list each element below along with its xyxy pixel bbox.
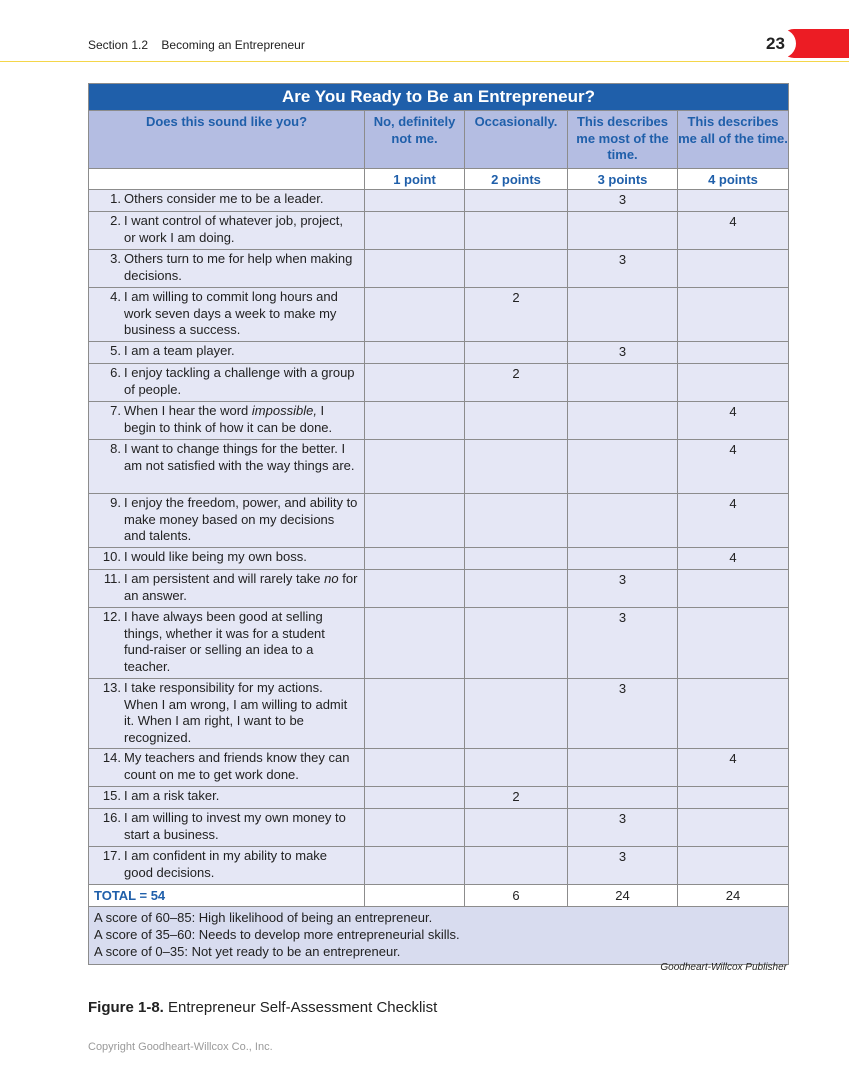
statement-part: I want control of whatever job, project, or work I am doing.: [124, 213, 343, 245]
total-label: TOTAL = 54: [89, 885, 365, 907]
statement-text: [124, 680, 358, 747]
points-label: 4 points: [678, 169, 789, 190]
item-number: 17.: [102, 848, 121, 863]
statement-cell: [89, 190, 365, 212]
table-row: [89, 809, 789, 847]
table-row: [89, 679, 789, 749]
table-row: [89, 608, 789, 679]
figure-title: Entrepreneur Self-Assessment Checklist: [168, 999, 438, 1016]
statement-part: I begin to think of how it can be done.: [124, 403, 333, 435]
empty-cell: [678, 190, 789, 212]
item-number: 13.: [102, 680, 121, 695]
table-row: [89, 342, 789, 364]
score-key-line: A score of 0–35: Not yet ready to be an entrepreneur.: [94, 943, 401, 959]
assessment-table: [88, 83, 789, 965]
statement-cell: [89, 679, 365, 749]
empty-cell: [678, 342, 789, 364]
statement-text: [124, 213, 358, 246]
empty-cell: [365, 494, 465, 548]
statement-part: no: [324, 571, 339, 586]
table-row: [89, 288, 789, 342]
subtotal: [365, 885, 465, 907]
statement-part: for an answer.: [124, 571, 358, 603]
statement-part: I am willing to invest my own money to start a business.: [124, 810, 346, 842]
empty-cell: [89, 169, 365, 190]
item-number: 16.: [102, 810, 121, 825]
statement-cell: [89, 787, 365, 809]
table-row: [89, 749, 789, 787]
statement-part: Others turn to me for help when making decisions.: [124, 251, 353, 283]
statement-cell: [89, 342, 365, 364]
table-row: [89, 548, 789, 570]
empty-cell: [678, 809, 789, 847]
empty-cell: [678, 570, 789, 608]
item-number: 11.: [103, 571, 121, 586]
empty-cell: [568, 288, 678, 342]
empty-cell: [465, 212, 568, 250]
item-number: 14.: [102, 750, 121, 765]
subtotal: 24: [568, 885, 678, 907]
empty-cell: [678, 847, 789, 885]
statement-cell: [89, 402, 365, 440]
column-header: No, definitely not me.: [365, 111, 465, 169]
empty-cell: [465, 190, 568, 212]
score-key: [89, 907, 789, 965]
empty-cell: [465, 608, 568, 679]
score-cell: 3: [568, 608, 678, 679]
empty-cell: [465, 440, 568, 494]
empty-cell: [568, 364, 678, 402]
score-cell: 4: [678, 749, 789, 787]
column-header: This describes me all of the time.: [678, 111, 789, 169]
statement-text: [124, 365, 358, 398]
empty-cell: [465, 548, 568, 570]
statement-cell: [89, 440, 365, 494]
statement-part: I am persistent and will rarely take: [124, 571, 325, 586]
credit-line: Goodheart-Willcox Publisher: [660, 962, 787, 973]
empty-cell: [365, 679, 465, 749]
score-cell: 3: [568, 342, 678, 364]
empty-cell: [365, 847, 465, 885]
statement-part: I am a risk taker.: [124, 788, 220, 803]
chapter-title: Becoming an Entrepreneur: [161, 38, 305, 52]
item-number: 4.: [110, 289, 121, 304]
empty-cell: [365, 402, 465, 440]
statement-part: I am a team player.: [124, 343, 235, 358]
table-row: [89, 190, 789, 212]
empty-cell: [678, 679, 789, 749]
empty-cell: [465, 342, 568, 364]
statement-text: [124, 289, 358, 339]
empty-cell: [568, 749, 678, 787]
empty-cell: [365, 608, 465, 679]
table-row: [89, 570, 789, 608]
score-cell: 4: [678, 402, 789, 440]
empty-cell: [568, 494, 678, 548]
points-label: 3 points: [568, 169, 678, 190]
statement-part: Others consider me to be a leader.: [124, 191, 324, 206]
total-row: [89, 885, 789, 907]
statement-cell: [89, 548, 365, 570]
item-number: 9.: [110, 495, 121, 510]
points-label: 1 point: [365, 169, 465, 190]
statement-text: [124, 441, 358, 474]
empty-cell: [678, 288, 789, 342]
score-cell: 4: [678, 212, 789, 250]
statement-text: [124, 403, 358, 436]
empty-cell: [365, 364, 465, 402]
statement-text: [124, 848, 358, 881]
score-cell: 3: [568, 847, 678, 885]
subtotal: 24: [678, 885, 789, 907]
statement-part: I am willing to commit long hours and work seven days a week to make my business a success.: [124, 289, 338, 338]
statement-cell: [89, 212, 365, 250]
empty-cell: [465, 847, 568, 885]
score-cell: 4: [678, 494, 789, 548]
statement-cell: [89, 288, 365, 342]
statement-text: [124, 609, 358, 676]
statement-part: I am confident in my ability to make good decisions.: [124, 848, 328, 880]
item-number: 15.: [102, 788, 121, 803]
empty-cell: [365, 787, 465, 809]
score-cell: 3: [568, 190, 678, 212]
empty-cell: [465, 749, 568, 787]
empty-cell: [465, 809, 568, 847]
empty-cell: [568, 212, 678, 250]
statement-cell: [89, 847, 365, 885]
table-row: [89, 787, 789, 809]
statement-cell: [89, 364, 365, 402]
item-number: 10.: [102, 549, 121, 564]
empty-cell: [568, 440, 678, 494]
statement-part: I enjoy the freedom, power, and ability to make money based on my decisions and talents.: [124, 495, 358, 544]
copyright: Copyright Goodheart-Willcox Co., Inc.: [88, 1041, 273, 1053]
statement-cell: [89, 749, 365, 787]
column-header: This describes me most of the time.: [568, 111, 678, 169]
statement-cell: [89, 250, 365, 288]
table-title: Are You Ready to Be an Entrepreneur?: [89, 84, 789, 111]
table-row: [89, 847, 789, 885]
statement-part: I take responsibility for my actions. When I am wrong, I am willing to admit it. When I am right, I want to be recognized.: [124, 680, 348, 746]
statement-cell: [89, 570, 365, 608]
empty-cell: [365, 749, 465, 787]
item-number: 2.: [110, 213, 121, 228]
page-number: 23: [766, 34, 785, 53]
table-row: [89, 250, 789, 288]
table-row: [89, 440, 789, 494]
running-head: [88, 38, 305, 52]
figure-caption: [88, 999, 437, 1016]
empty-cell: [465, 494, 568, 548]
item-number: 3.: [110, 251, 121, 266]
statement-text: [124, 750, 358, 783]
item-number: 1.: [110, 191, 121, 206]
empty-cell: [365, 809, 465, 847]
item-number: 7.: [110, 403, 121, 418]
empty-cell: [568, 787, 678, 809]
statement-cell: [89, 809, 365, 847]
table-row: [89, 212, 789, 250]
statement-part: My teachers and friends know they can count on me to get work done.: [124, 750, 350, 782]
statement-text: [124, 251, 358, 284]
header-rule: [0, 61, 849, 62]
empty-cell: [365, 288, 465, 342]
empty-cell: [465, 250, 568, 288]
statement-text: [124, 810, 358, 843]
score-cell: 2: [465, 787, 568, 809]
empty-cell: [365, 190, 465, 212]
item-number: 5.: [110, 343, 121, 358]
empty-cell: [678, 608, 789, 679]
item-number: 6.: [110, 365, 121, 380]
empty-cell: [465, 402, 568, 440]
score-cell: 2: [465, 364, 568, 402]
statement-text: [124, 549, 358, 566]
empty-cell: [365, 548, 465, 570]
statement-text: [124, 495, 358, 545]
empty-cell: [365, 570, 465, 608]
statement-text: [124, 788, 358, 805]
score-cell: 3: [568, 679, 678, 749]
empty-cell: [365, 250, 465, 288]
statement-part: I want to change things for the better. I am not satisfied with the way things are.: [124, 441, 355, 473]
statement-cell: [89, 608, 365, 679]
item-number: 8.: [110, 441, 121, 456]
score-cell: 3: [568, 809, 678, 847]
empty-cell: [365, 212, 465, 250]
empty-cell: [365, 440, 465, 494]
empty-cell: [678, 250, 789, 288]
table-row: [89, 402, 789, 440]
empty-cell: [465, 570, 568, 608]
section-label: Section 1.2: [88, 38, 149, 52]
figure-label: Figure 1-8.: [88, 999, 164, 1016]
score-key-line: A score of 35–60: Needs to develop more entrepreneurial skills.: [94, 926, 460, 942]
score-cell: 3: [568, 250, 678, 288]
column-header: Does this sound like you?: [89, 111, 365, 169]
empty-cell: [678, 364, 789, 402]
statement-cell: [89, 494, 365, 548]
score-key-line: A score of 60–85: High likelihood of being an entrepreneur.: [94, 910, 433, 925]
empty-cell: [568, 402, 678, 440]
statement-text: [124, 571, 358, 604]
statement-text: [124, 343, 358, 360]
empty-cell: [678, 787, 789, 809]
empty-cell: [365, 342, 465, 364]
empty-cell: [465, 679, 568, 749]
score-cell: 4: [678, 440, 789, 494]
statement-part: I enjoy tackling a challenge with a group of people.: [124, 365, 355, 397]
item-number: 12.: [102, 609, 121, 624]
score-cell: 2: [465, 288, 568, 342]
subtotal: 6: [465, 885, 568, 907]
table-row: [89, 364, 789, 402]
empty-cell: [568, 548, 678, 570]
column-header: Occasionally.: [465, 111, 568, 169]
statement-part: impossible,: [251, 403, 317, 418]
statement-part: I would like being my own boss.: [124, 549, 307, 564]
statement-text: [124, 191, 358, 208]
score-cell: 3: [568, 570, 678, 608]
statement-part: I have always been good at selling things, whether it was for a student fund-raiser or selling an idea to a teacher.: [124, 609, 325, 675]
table-row: [89, 494, 789, 548]
score-cell: 4: [678, 548, 789, 570]
statement-part: When I hear the word: [124, 403, 252, 418]
points-label: 2 points: [465, 169, 568, 190]
